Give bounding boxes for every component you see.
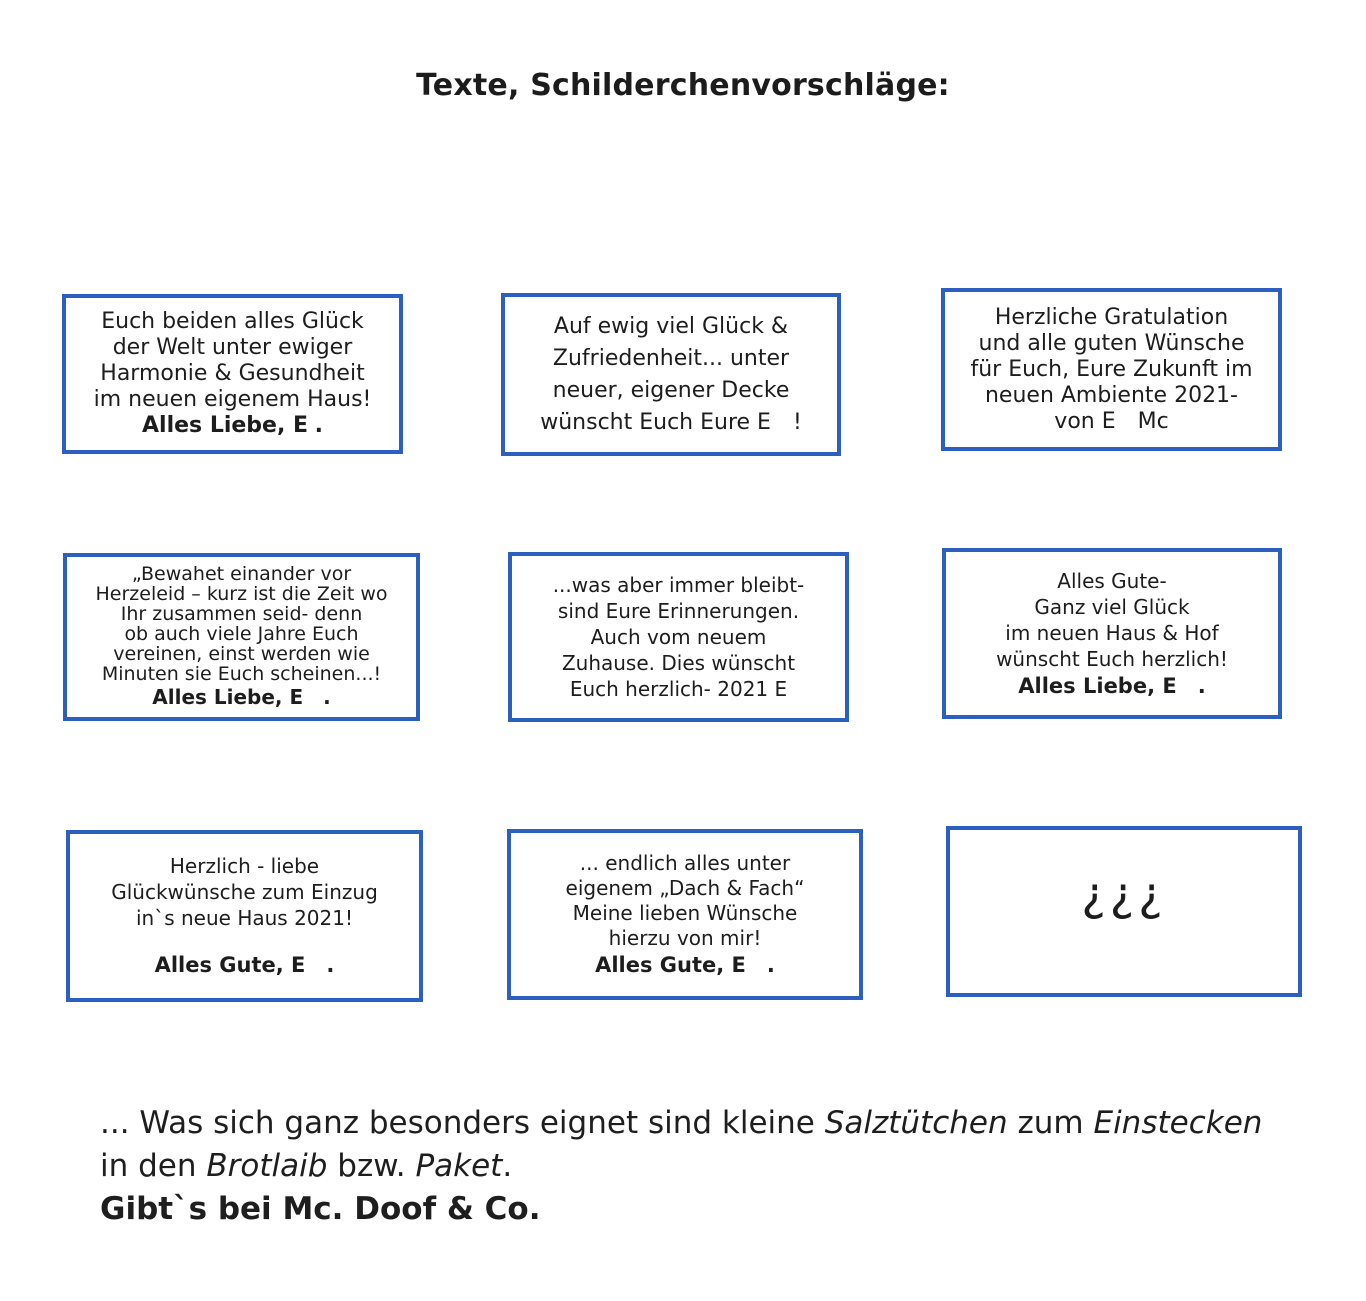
footer-line-3 [100, 1188, 1262, 1231]
label-card-7 [66, 830, 423, 1002]
footer-line-1 [100, 1102, 1262, 1145]
card-text-line: vereinen, einst werden wie [113, 643, 370, 665]
footer-text: in den [100, 1148, 207, 1184]
card-text-line: der Welt unter ewiger [112, 335, 353, 360]
card-text-line: Euch herzlich- 2021 E [569, 677, 788, 701]
card-text-line: und alle guten Wünsche [978, 330, 1245, 356]
label-card-9 [946, 826, 1302, 997]
footer-text: . [502, 1148, 513, 1184]
card-closing: Alles Liebe, E . [142, 413, 323, 438]
footer-text-bold: Gibt`s bei Mc. Doof & Co. [100, 1191, 541, 1227]
card-text-line: Euch beiden alles Glück [101, 309, 364, 334]
card-text-line: Auch vom neuem [590, 625, 767, 649]
label-card-4 [63, 553, 420, 721]
label-card-8 [507, 829, 863, 1000]
label-card-3 [941, 288, 1282, 451]
card-text-line: Glückwünsche zum Einzug [111, 880, 378, 904]
label-card-6 [942, 548, 1282, 719]
card-text-line: Auf ewig viel Glück & [553, 313, 789, 339]
card-text-line: neuen Ambiente 2021- [984, 382, 1238, 408]
footer-line-2 [100, 1145, 1262, 1188]
card-text-line: in`s neue Haus 2021! [136, 906, 353, 930]
card-text-line: Harmonie & Gesundheit [100, 361, 365, 386]
footer-text-italic: Einstecken [1093, 1105, 1263, 1141]
card-text-line: im neuen Haus & Hof [1005, 620, 1219, 645]
card-text-line: Minuten sie Euch scheinen...! [101, 663, 382, 685]
card-text-line: Herzeleid – kurz ist die Zeit wo [95, 583, 388, 605]
card-closing: Alles Gute, E . [154, 953, 335, 977]
card-text-line: Ganz viel Glück [1034, 594, 1190, 619]
label-card-5 [508, 552, 849, 722]
card-text-line: Herzliche Gratulation [994, 304, 1229, 330]
card-closing: Alles Liebe, E . [152, 685, 331, 709]
card-text-line: wünscht Euch herzlich! [996, 646, 1228, 671]
question-marks: ¿¿¿ [1081, 866, 1167, 921]
footer-text: bzw. [327, 1148, 416, 1184]
card-text-line: für Euch, Eure Zukunft im [970, 356, 1253, 382]
card-text-line: „Bewahet einander vor [131, 563, 352, 585]
card-text-line: Herzlich - liebe [169, 854, 320, 878]
card-text-line: Meine lieben Wünsche [572, 900, 798, 925]
card-text-line: wünscht Euch Eure E ! [540, 409, 802, 435]
card-text-line: sind Eure Erinnerungen. [557, 599, 800, 623]
card-closing: Alles Liebe, E . [1018, 673, 1206, 698]
card-text-line: ob auch viele Jahre Euch [124, 623, 359, 645]
card-text-line: ...was aber immer bleibt- [552, 573, 805, 597]
page-title: Texte, Schilderchenvorschläge: [416, 68, 950, 103]
footer-text-italic: Brotlaib [206, 1148, 328, 1184]
card-text-line: von E Mc [1054, 408, 1169, 434]
footer-text-italic: Paket [415, 1148, 503, 1184]
card-text-line: Zuhause. Dies wünscht [561, 651, 796, 675]
label-card-2 [501, 293, 841, 456]
card-text-line: Zufriedenheit... unter [552, 345, 790, 371]
footer-text: zum [1007, 1105, 1094, 1141]
label-card-1 [62, 294, 403, 454]
card-text-line: Alles Gute- [1057, 568, 1167, 593]
card-text-line: im neuen eigenem Haus! [93, 387, 372, 412]
card-text-line: Ihr zusammen seid- denn [120, 603, 363, 625]
footer-text-italic: Salztütchen [824, 1105, 1008, 1141]
card-text-line: neuer, eigener Decke [552, 377, 790, 403]
card-text-line: ... endlich alles unter [579, 850, 791, 875]
card-text-line: hierzu von mir! [608, 925, 762, 950]
footer-note [100, 1102, 1262, 1231]
card-closing: Alles Gute, E . [595, 952, 775, 977]
card-text-line: eigenem „Dach & Fach“ [565, 875, 805, 900]
footer-text: ... Was sich ganz besonders eignet sind kleine [100, 1105, 825, 1141]
